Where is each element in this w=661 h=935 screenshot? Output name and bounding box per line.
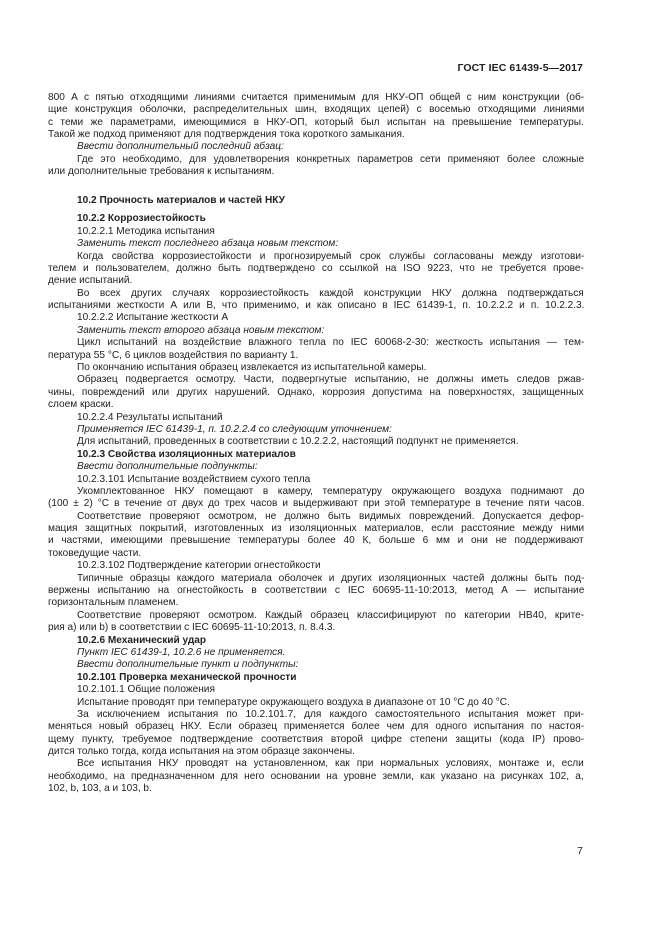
body-text-line: Во всех других случаях коррозиестойкость каждой конструкции НКУ должна подтверждаться bbox=[77, 288, 584, 299]
body-text-line: Соответствие проверяют осмотром. Каждый образец классифицируют по категории НВ40, крите- bbox=[77, 610, 585, 621]
body-text-line: телем и пользователем, должно быть подтверждено со ссылкой на ISO 9223, что не требуется прове- bbox=[48, 263, 584, 274]
clause-heading: 10.2.3.101 Испытание воздействием сухого тепла bbox=[77, 474, 311, 485]
body-text-line: Когда свойства коррозиестойкости и прогнозируемый срок службы согласованы между изготови- bbox=[77, 251, 585, 262]
body-text-line: (100 ± 2) °С в течение от двух до трех часов и выдерживают при этой температуре в течение пяти часов. bbox=[48, 498, 585, 509]
body-text-line: или дополнительные требования к испытаниям. bbox=[48, 166, 275, 177]
body-text-line: 102, b, 103, а и 103, b. bbox=[48, 783, 152, 794]
body-text-line: чины, повреждений или других нарушений. Однако, коррозия допустима на поверхностях, защищенных bbox=[48, 387, 584, 398]
body-text-line: щие конструкция оболочки, распределительных шин, входящих цепей) с восемью отходящими линиями bbox=[48, 104, 585, 115]
page-number: 7 bbox=[577, 845, 583, 857]
subsection-heading: 10.2.101 Проверка механической прочности bbox=[77, 672, 297, 683]
body-text-line: слоем краски. bbox=[48, 399, 114, 410]
body-text-line: Все испытания НКУ проводят на установленном, как при нормальных условиях, монтаже и, если bbox=[77, 758, 584, 769]
body-text-line: пература 55 °С, 6 циклов воздействия по варианту 1. bbox=[48, 350, 299, 361]
clause-heading: 10.2.2.1 Методика испытания bbox=[77, 226, 215, 237]
clause-heading: 10.2.101.1 Общие положения bbox=[77, 684, 215, 695]
body-text-line: меняться новый образец НКУ. Если образец применяется более чем для одного испытания по настоя- bbox=[48, 721, 585, 732]
body-text-line: с теми же параметрами, имеющимися в НКУ-ОП, который был испытан на превышение температуры. bbox=[48, 117, 584, 128]
subsection-heading: 10.2.3 Свойства изоляционных материалов bbox=[77, 449, 296, 460]
body-text-line: необходимо, на предназначенном для него основании на уровне земли, как указано на рисунках 102, а, bbox=[48, 771, 584, 782]
section-heading: 10.2 Прочность материалов и частей НКУ bbox=[77, 195, 285, 206]
body-text-line: За исключением испытания по 10.2.101.7, для каждого самостоятельного испытания может при- bbox=[77, 709, 584, 720]
subsection-heading: 10.2.6 Механический удар bbox=[77, 635, 207, 646]
body-text-line: дится только тогда, когда испытания на этом образце закончены. bbox=[48, 746, 355, 757]
editorial-instruction: Ввести дополнительный последний абзац: bbox=[77, 141, 284, 152]
editorial-instruction: Пункт IEC 61439-1, 10.2.6 не применяется. bbox=[77, 647, 286, 658]
editorial-instruction: Ввести дополнительные подпункты: bbox=[77, 461, 258, 472]
clause-heading: 10.2.2.4 Результаты испытаний bbox=[77, 412, 223, 423]
subsection-heading: 10.2.2 Коррозиестойкость bbox=[77, 213, 206, 224]
body-text-line: Испытание проводят при температуре окружающего воздуха в диапазоне от 10 °С до 40 °С. bbox=[77, 697, 510, 708]
editorial-instruction: Заменить текст второго абзаца новым текстом: bbox=[77, 325, 325, 336]
body-text-line: Для испытаний, проведенных в соответствии с 10.2.2.2, настоящий подпункт не применяется. bbox=[77, 436, 519, 447]
editorial-instruction: Заменить текст последнего абзаца новым текстом: bbox=[77, 238, 339, 249]
body-text-line: Где это необходимо, для удовлетворения конкретных параметров сети применяют более сложные bbox=[77, 154, 585, 165]
body-text-line: рия а) или b) в соответствии с IEC 60695-11-10:2013, п. 8.4.3. bbox=[48, 622, 336, 633]
body-text-line: испытаниями жесткости А или В, что применимо, и как описано в IEC 61439-1, п. 10.2.2.2 и п. 10.2.2.3. bbox=[48, 300, 585, 311]
body-text-line: 800 А с пятью отходящими линиями считается применимым для НКУ-ОП общей с ним конструкции (об- bbox=[48, 92, 585, 103]
body-text-line: вержены испытанию на огнестойкость в соответствии с IEC 60695-11-10:2013, метод А — испытание bbox=[48, 585, 585, 596]
body-text-line: Образец подвергается осмотру. Части, подвергнутые испытанию, не должны иметь следов ржав- bbox=[77, 374, 585, 385]
clause-heading: 10.2.3.102 Подтверждение категории огнестойкости bbox=[77, 560, 321, 571]
body-text-line: и частями, имеющими превышение температуры более 40 К, больше 6 мм и они не поддерживают bbox=[48, 535, 584, 546]
body-text-line: дение испытаний. bbox=[48, 275, 133, 286]
body-text-line: Укомплектованное НКУ помещают в камеру, температуру окружающего воздуха поднимают до bbox=[77, 486, 585, 497]
editorial-instruction: Применяется IEC 61439-1, п. 10.2.2.4 со следующим уточнением: bbox=[77, 424, 392, 435]
body-text-line: Соответствие проверяют осмотром, не должно быть видимых повреждений. Допускается дефор- bbox=[77, 511, 584, 522]
body-text-line: мация защитных покрытий, изготовленных из изоляционных материалов, если расстояние между ними bbox=[48, 523, 585, 534]
body-text-line: Типичные образцы каждого материала оболочек и других изоляционных частей должны быть под- bbox=[77, 573, 585, 584]
body-text-line: Такой же подход применяют для подтверждения тока короткого замыкания. bbox=[48, 129, 405, 140]
body-text-line: горизонтальным пламенем. bbox=[48, 597, 179, 608]
clause-heading: 10.2.2.2 Испытание жесткости А bbox=[77, 312, 229, 323]
body-text-line: токоведущие части. bbox=[48, 548, 142, 559]
body-text-line: щему пункту, требуемое подтверждение соответствия второй цифре степени защиты (кода IP) прово- bbox=[48, 734, 585, 745]
body-text-line: По окончанию испытания образец извлекается из испытательной камеры. bbox=[77, 362, 427, 373]
body-text-line: Цикл испытаний на воздействие влажного тепла по IEC 60068-2-30: жесткость испытания — тем- bbox=[77, 337, 585, 348]
document-header: ГОСТ IEC 61439-5—2017 bbox=[457, 62, 583, 74]
editorial-instruction: Ввести дополнительные пункт и подпункты: bbox=[77, 659, 299, 670]
